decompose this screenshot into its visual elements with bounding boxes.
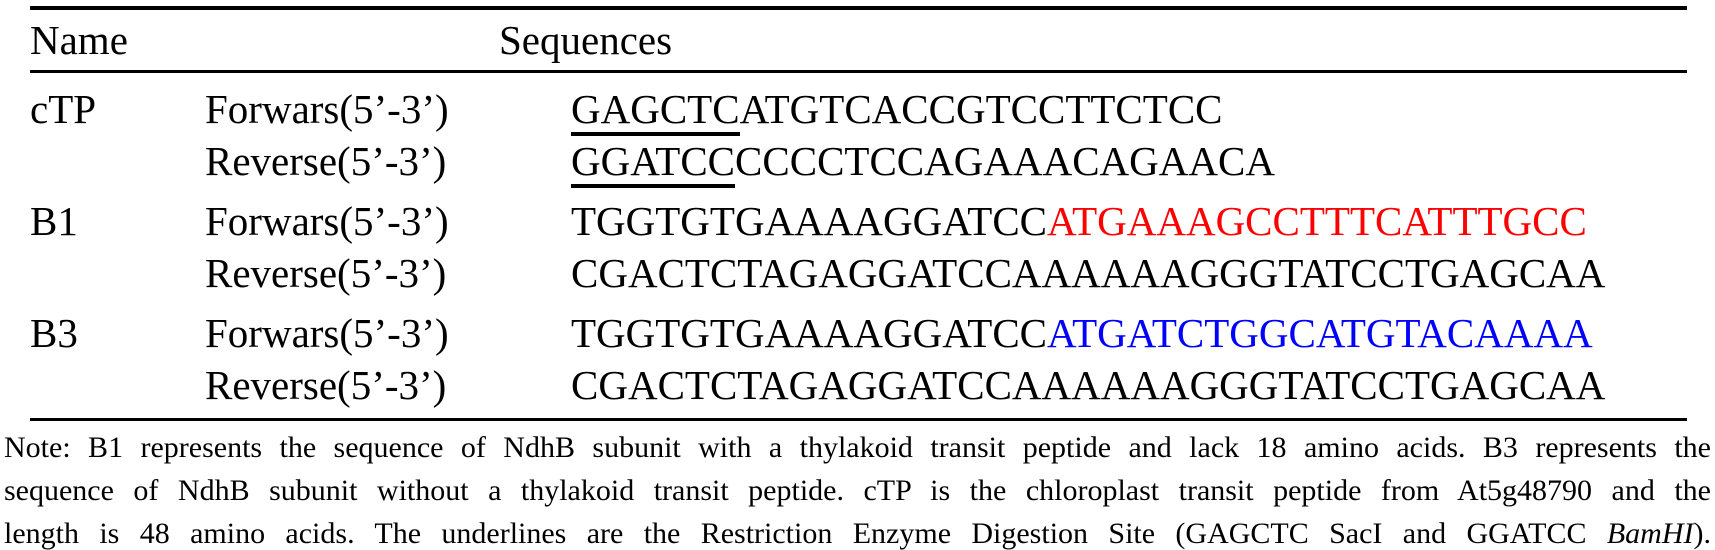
ctp-reverse-line	[0, 135, 1715, 187]
sequence-rest: ATGTCACCGTCCTTCTCC	[739, 86, 1223, 132]
note-line-2: sequence of NdhB subunit without a thylakoid transit peptide. cTP is the chloroplast transit peptide from At5g48790 and the	[4, 474, 1711, 507]
row-name: B1	[30, 198, 78, 244]
column-header-name: Name	[30, 17, 128, 63]
direction-label: Reverse(5’-3’)	[205, 138, 447, 184]
note-line-3-text: length is 48 amino acids. The underlines are the Restriction Enzyme Digestion Site (GAGCTC SacI and GGATCC	[4, 517, 1607, 550]
sequence-text: CGACTCTAGAGGATCCAAAAAAGGGTATCCTGAGCAA	[571, 250, 1606, 296]
b1-forward-line	[0, 195, 1715, 247]
table-note	[0, 426, 1715, 550]
sequence-text: CGACTCTAGAGGATCCAAAAAAGGGTATCCTGAGCAA	[571, 362, 1606, 408]
column-header-sequences: Sequences	[499, 17, 673, 63]
sequence-text	[529, 307, 1715, 359]
table-row-ctp	[0, 83, 1715, 187]
enzyme-name-italic: BamHI	[1606, 517, 1694, 550]
sequence-text	[529, 83, 1715, 135]
table-header-row	[0, 10, 1715, 70]
restriction-site-underlined: GAGCTC	[571, 86, 740, 136]
b1-reverse-line	[0, 247, 1715, 299]
b3-forward-line	[0, 307, 1715, 359]
row-name: B3	[30, 310, 78, 356]
table-header-rule	[30, 70, 1687, 73]
restriction-site-underlined: GGATCC	[571, 138, 735, 188]
sequence-text	[529, 135, 1715, 187]
direction-label: Reverse(5’-3’)	[205, 362, 447, 408]
adapter-sequence: TGGTGTGAAAAGGATCC	[571, 198, 1048, 244]
ctp-forward-line	[0, 83, 1715, 135]
highlighted-sequence-blue: ATGATCTGGCATGTACAAAA	[1047, 310, 1593, 356]
direction-label: Forwars(5’-3’)	[205, 86, 449, 132]
note-line-1: Note: B1 represents the sequence of NdhB subunit with a thylakoid transit peptide and lack 18 amino acids. B3 represents the	[4, 431, 1711, 464]
note-line-3-closing: ).	[1693, 517, 1711, 550]
sequence-text	[529, 195, 1715, 247]
b3-reverse-line	[0, 359, 1715, 411]
direction-label: Forwars(5’-3’)	[205, 198, 449, 244]
direction-label: Forwars(5’-3’)	[205, 310, 449, 356]
row-name: cTP	[30, 86, 97, 132]
highlighted-sequence-red: ATGAAAGCCTTTCATTTGCC	[1047, 198, 1587, 244]
table-bottom-rule	[30, 418, 1687, 421]
primer-table	[0, 6, 1715, 550]
table-row-b3	[0, 307, 1715, 411]
adapter-sequence: TGGTGTGAAAAGGATCC	[571, 310, 1048, 356]
table-row-b1	[0, 195, 1715, 299]
direction-label: Reverse(5’-3’)	[205, 250, 447, 296]
note-line-3	[4, 512, 1711, 550]
sequence-rest: CCCCTCCAGAAACAGAACA	[735, 138, 1275, 184]
